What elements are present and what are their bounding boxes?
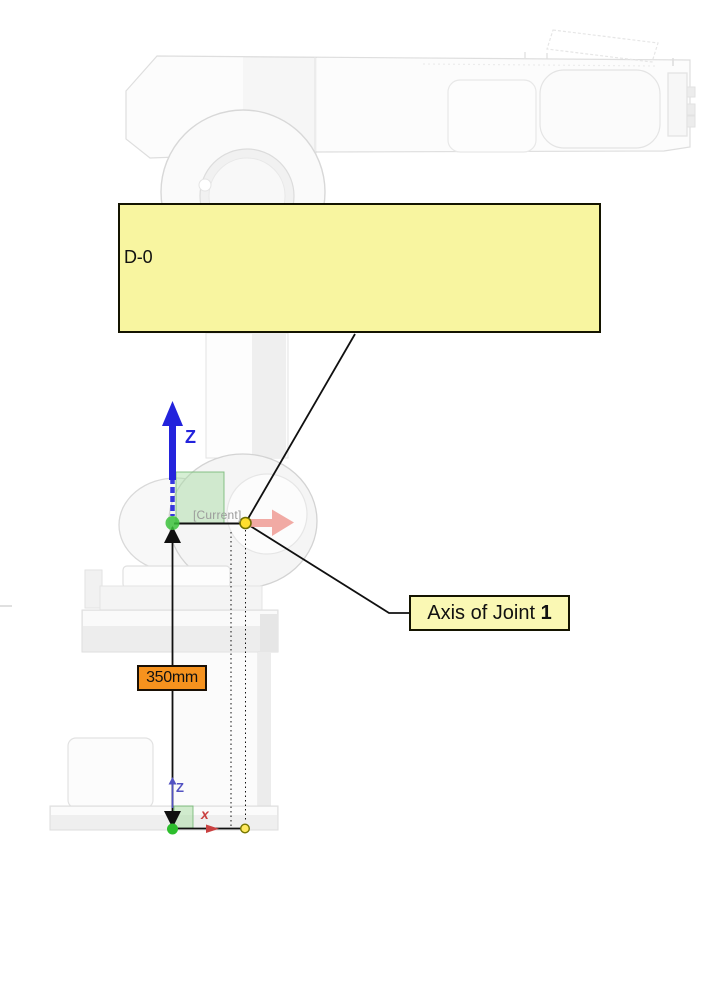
joint-axis-point-base [241, 824, 250, 833]
current-frame-label: [Current] [193, 508, 242, 522]
axis-of-joint-text: Axis of Joint [427, 601, 541, 624]
origin-point-base [167, 824, 178, 835]
z-axis-label: Z [185, 427, 196, 447]
callout-box-d0 [118, 203, 601, 333]
dimension-label [137, 665, 207, 691]
arm-dashed-cover [547, 30, 658, 62]
robot-base [0, 566, 278, 830]
origin-point [166, 516, 180, 530]
dimension-text: 350mm [146, 669, 198, 686]
robot-model [0, 30, 695, 830]
robot-column [206, 333, 288, 458]
callout-title: D-0 [124, 247, 153, 267]
axis-of-joint-label [409, 595, 570, 631]
base-x-axis-label: x [201, 806, 209, 822]
joint-axis-point [240, 518, 251, 529]
axis-of-joint-number: 1 [540, 601, 552, 624]
base-z-axis-label: Z [176, 780, 184, 795]
